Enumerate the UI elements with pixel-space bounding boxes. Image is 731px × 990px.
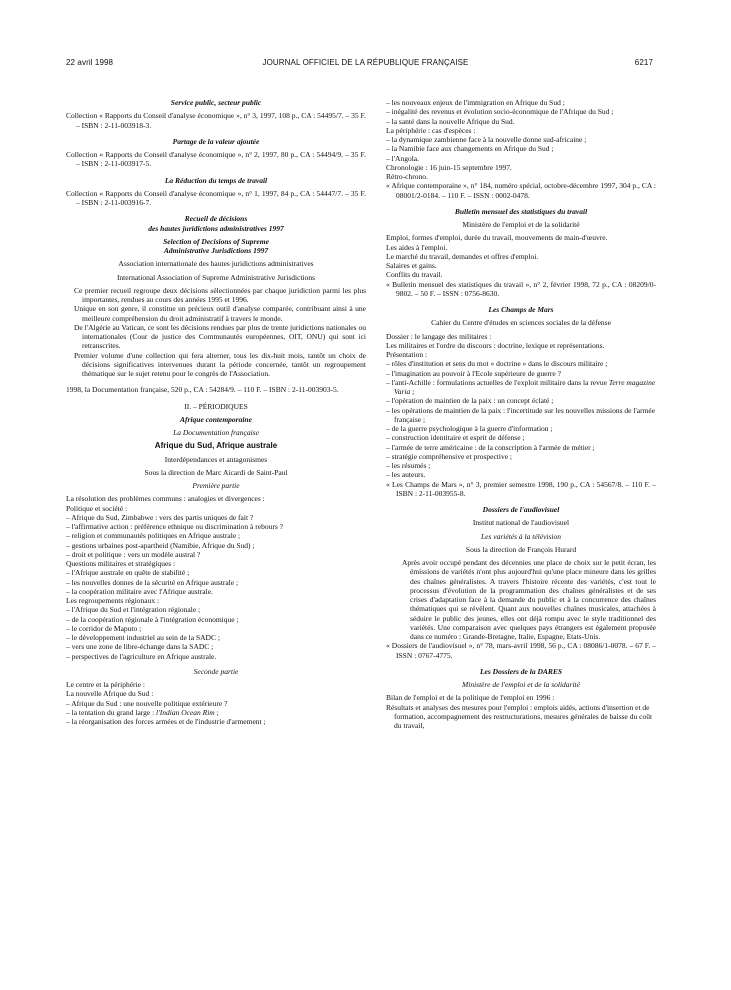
entry-service-public: Collection « Rapports du Conseil d'analyse économique », n° 3, 1997, 108 p., CA : 54495/7. – 35 F. – ISBN : 2-11-003918-3. <box>66 111 366 130</box>
toc-line: – stratégie compréhensive et prospective ; <box>386 451 512 461</box>
audiovisuel-description: Après avoir occupé pendant des décennies une place de choix sur le petit écran, les émissions de variétés n'ont plus aujourd'hui qu'une place mineure dans les grilles des chaînes généralistes. A travers l'histoire récente des variétés, c'est tout le processus d'évolution de la programmation des chaînes généralistes et de ses crises d'adaptation face à la demande du public et à la concurrence des chaînes thématiques qui se révèlent. Quant aux nouvelles chaînes musicales, attachées à séduire le public des jeunes, elles ont déjà rompu avec le style traditionnel des variétés. Une comparaison avec quelques pays étrangers est également proposée dans ce numéro : Grande-Bretagne, Italie, Espagne, Etats-Unis. <box>402 558 656 641</box>
toc-line: Conflits du travail. <box>386 270 443 280</box>
entry-partage: Collection « Rapports du Conseil d'analyse économique », n° 2, 1997, 80 p., CA : 54494/9. – 35 F. – ISBN : 2-11-003917-5. <box>66 150 366 169</box>
toc-line: – rôles d'institution et sens du mot « doctrine » dans le discours militaire ; <box>386 359 608 369</box>
header-page-number: 6217 <box>634 58 653 67</box>
audiovisuel-subtitle: Les variétés à la télévision <box>481 531 561 541</box>
header-date: 22 avril 1998 <box>66 58 114 67</box>
toc-line: – l'anti-Achille : formulations actuelles de l'exploit militaire dans la revue Terre magazine Varia ; <box>386 377 656 396</box>
toc-line: – gestions urbaines post-apartheid (Namibie, Afrique du Sud) ; <box>66 540 255 550</box>
entry-afrique-contemporaine: « Afrique contemporaine », n° 184, numéro spécial, octobre-décembre 1997, 304 p., CA : 08001/2-0184. – 110 F. – ISSN : 0002-0478. <box>386 181 656 200</box>
desc-paragraph-1: Ce premier recueil regroupe deux décisions sélectionnées par chaque juridiction parmi les plus importantes, rendues au cours des années 1995 et 1996. <box>74 285 366 304</box>
toc-line: – la réorganisation des forces armées et de l'industrie d'armement ; <box>66 717 266 726</box>
toc-line: Les militaires et l'ordre du discours : doctrine, lexique et représentations. <box>386 340 605 350</box>
toc-line: – l'affirmative action : préférence ethnique ou discrimination à rebours ? <box>66 522 283 531</box>
part-two-title: Seconde partie <box>193 666 239 676</box>
heading-champs-de-mars: Les Champs de Mars <box>488 305 554 314</box>
toc-line: – Afrique du Sud, Zimbabwe : vers des partis uniques de fait ? <box>66 512 254 522</box>
heading-bulletin: Bulletin mensuel des statistiques du travail <box>454 206 588 216</box>
toc-line: – de la guerre psychologique à la guerre d'information ; <box>386 424 553 433</box>
toc-line: La périphérie : cas d'espèces : <box>386 125 476 135</box>
header-journal-title: JOURNAL OFFICIEL DE LA RÉPUBLIQUE FRANÇAISE <box>262 58 469 67</box>
toc-line: Salaires et gains. <box>386 261 437 270</box>
heading-dossiers-audiovisuel: Dossiers de l'audiovisuel <box>482 505 560 514</box>
issue-title: Afrique du Sud, Afrique australe <box>154 441 278 451</box>
left-column <box>66 98 366 726</box>
desc-paragraph-3: De l'Algérie au Vatican, ce sont les décisions rendues par plus de trente juridictions nationales ou internationales (Cour de justice des Communautés européennes, OIT, ONU) qui sont ici retranscrites. <box>74 322 366 351</box>
heading-reduction: La Réduction du temps de travail <box>164 175 268 185</box>
desc-paragraph-4: Premier volume d'une collection qui fera alterner, tous les dix-huit mois, tantôt un choix de décisions significatives intervenues durant la période concernée, tantôt un regroupement thématique sur le sujet retenu pour le congrès de l'Association. <box>74 350 366 378</box>
audiovisuel-director: Sous la direction de François Hurard <box>465 544 577 554</box>
toc-line: – l'imagination au pouvoir à l'Ecole supérieure de guerre ? <box>386 368 561 378</box>
toc-line: – les nouveaux enjeux de l'immigration en Afrique du Sud ; <box>386 98 565 107</box>
toc-line: Le marché du travail, demandes et offres d'emploi. <box>386 251 539 261</box>
toc-line: Chronologie : 16 juin-15 septembre 1997. <box>386 162 512 172</box>
toc-line: Présentation : <box>386 350 428 359</box>
publisher: La Documentation française <box>173 428 259 437</box>
toc-line: Bilan de l'emploi et de la politique de l'emploi en 1996 : <box>386 693 555 703</box>
desc-paragraph-2: Unique en son genre, il constitue un précieux outil d'analyse comparée, contribuant ainsi à une meilleure compréhension du droit administratif à travers le monde. <box>74 304 366 323</box>
toc-line: – les auteurs. <box>386 470 426 480</box>
champs-cahier: Cahier du Centre d'études en sciences sociales de la défense <box>431 318 611 328</box>
toc-line: – le développement industriel au sein de la SADC ; <box>66 633 220 642</box>
entry-bulletin: « Bulletin mensuel des statistiques du travail », n° 2, février 1998, 72 p., CA : 08209/0-9802. – 50 F. – ISSN : 0756-8630. <box>386 279 656 298</box>
toc-line: – les résumés ; <box>386 461 431 470</box>
issue-director: Sous la direction de Marc Aicardi de Saint-Paul <box>144 467 288 477</box>
entry-reduction: Collection « Rapports du Conseil d'analyse économique », n° 1, 1997, 84 p., CA : 54447/7. – 35 F. – ISBN : 2-11-003916-7. <box>66 188 366 207</box>
toc-line: – perspectives de l'agriculture en Afrique australe. <box>66 651 217 661</box>
toc-line: – inégalité des revenus et évolution socio-économique de l'Afrique du Sud ; <box>386 107 614 117</box>
toc-line: Politique et société : <box>66 503 128 513</box>
toc-line: – le corridor de Maputo ; <box>66 623 142 633</box>
toc-line: – droit et politique : vers un modèle austral ? <box>66 549 201 559</box>
heading-service-public: Service public, secteur public <box>170 98 262 107</box>
heading-afrique-contemporaine: Afrique contemporaine <box>180 414 252 424</box>
toc-line: Rétro-chrono. <box>386 172 428 181</box>
toc-line: Les aides à l'emploi. <box>386 242 448 252</box>
toc-line: – religion et communautés politiques en Afrique australe ; <box>66 531 241 541</box>
issue-subtitle: Interdépendances et antagonismes <box>164 454 268 464</box>
toc-line: – la dynamique zambienne face à la nouvelle donne sud-africaine ; <box>386 135 587 144</box>
toc-line: Questions militaires et stratégiques : <box>66 559 176 568</box>
toc-line: – vers une zone de libre-échange dans la SADC ; <box>66 642 214 652</box>
toc-line: Les regroupements régionaux : <box>66 596 160 605</box>
dares-ministry: Ministère de l'emploi et de la solidarité <box>462 680 580 689</box>
bulletin-ministry: Ministère de l'emploi et de la solidarité <box>462 220 580 229</box>
toc-line: – la santé dans la nouvelle Afrique du Sud. <box>386 116 515 126</box>
audiovisuel-institute: Institut national de l'audiovisuel <box>472 518 570 528</box>
heading-recueil-1: Recueil de décisions <box>184 214 248 224</box>
toc-line: – la tentation du grand large : l'Indian Ocean Rim ; <box>66 707 219 717</box>
toc-line: – les opérations de maintien de la paix : l'incertitude sur les nouvelles missions de l'armée française ; <box>386 405 656 424</box>
right-column <box>386 98 656 730</box>
toc-line: – l'Angola. <box>386 153 420 163</box>
toc-line: – la Namibie face aux changements en Afrique du Sud ; <box>386 144 554 154</box>
toc-line: Dossier : le langage des militaires : <box>386 331 492 341</box>
toc-line: – les nouvelles donnes de la sécurité en Afrique australe ; <box>66 577 239 587</box>
toc-line: Le centre et la périphérie : <box>66 680 145 689</box>
entry-dossiers-audiovisuel: « Dossiers de l'audiovisuel », n° 78, mars-avril 1998, 56 p., CA : 08086/1-0078. – 67 F. – ISSN : 0767-4775. <box>386 641 656 660</box>
part-one-title: Première partie <box>192 481 240 490</box>
heading-selection-1: Selection of Decisions of Supreme <box>163 236 269 246</box>
association-fr: Association internationale des hautes juridictions administratives <box>118 259 314 269</box>
toc-line: – l'armée de terre américaine : de la conscription à l'armée de métier ; <box>386 442 595 452</box>
toc-line: La résolution des problèmes communs : analogies et divergences : <box>66 494 265 504</box>
toc-line: La nouvelle Afrique du Sud : <box>66 689 154 699</box>
heading-recueil-2: des hautes juridictions administratives 1997 <box>148 223 284 233</box>
entry-champs-de-mars: « Les Champs de Mars », n° 3, premier semestre 1998, 190 p., CA : 54567/8. – 110 F. – ISBN : 2-11-003955-8. <box>386 479 656 498</box>
entry-recueil: 1998, la Documentation française, 520 p., CA : 54284/9. – 110 F. – ISBN : 2-11-003903-5. <box>66 385 339 395</box>
toc-line: – Afrique du Sud : une nouvelle politique extérieure ? <box>66 698 228 708</box>
heading-selection-2: Administrative Jurisdictions 1997 <box>163 246 269 255</box>
page-header <box>0 0 731 70</box>
toc-line: – de la coopération régionale à l'intégration économique ; <box>66 614 239 624</box>
heading-partage: Partage de la valeur ajoutée <box>172 136 260 146</box>
toc-line: Résultats et analyses des mesures pour l'emploi : emplois aidés, actions d'insertion et de formation, accompagnement des restructurations, mesures générales de baisse du coût du travail, <box>386 702 653 730</box>
toc-line: – l'opération de maintien de la paix : un concept éclaté ; <box>386 396 554 406</box>
heading-dossiers-dares: Les Dossiers de la DARES <box>479 666 563 676</box>
toc-line: – construction identitaire et esprit de défense ; <box>386 433 525 443</box>
toc-line: Emploi, formes d'emploi, durée du travail, mouvements de main-d'œuvre. <box>386 233 608 243</box>
association-en: International Association of Supreme Administrative Jurisdictions <box>116 272 316 282</box>
toc-line: – la coopération militaire avec l'Afrique australe. <box>66 586 213 596</box>
toc-line: – l'Afrique australe en quête de stabilité ; <box>66 568 190 578</box>
toc-line: – l'Afrique du Sud et l'intégration régionale ; <box>66 605 201 615</box>
section-periodiques: II. – PÉRIODIQUES <box>184 401 248 411</box>
